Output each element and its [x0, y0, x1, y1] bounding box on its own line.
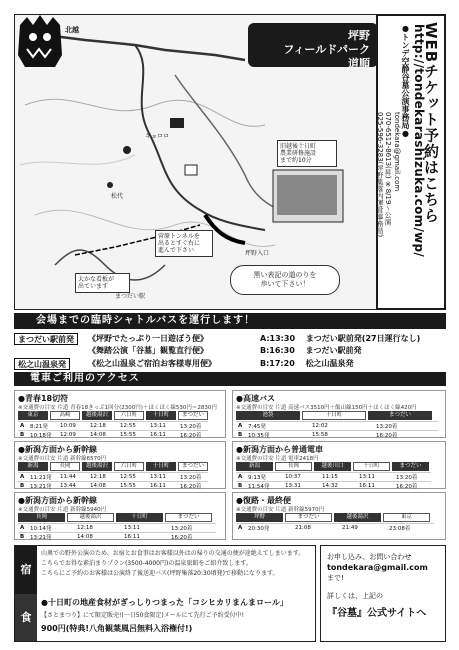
time-cell: 15:55 [118, 431, 148, 440]
row-label: A [18, 524, 28, 533]
shuttle-route-1-schedule [260, 333, 420, 344]
map-note-kyororo: キョロロ [145, 133, 170, 140]
time-cell: 16:11 [148, 482, 178, 491]
shuttle-route-3-schedule [260, 358, 354, 369]
map-note-facility: 旧越後十日町 農業研修施設 まで約10分 [277, 140, 337, 167]
map-note-sign: 大かな看板が 出ています [75, 273, 130, 293]
web-ticket-url[interactable]: http://tondekarashizuka.com/wp/ [412, 24, 426, 258]
map-note-entrance: 坪野入口 [245, 250, 270, 257]
lodging-text-2: こちらでお得な素泊まりプラン(3500-4000円)の温泉旅館をご紹介致します。 [41, 560, 252, 567]
timetable [236, 472, 431, 491]
time-cell: 13:20着 [178, 422, 208, 431]
map-title-line-2: フィールドパーク [283, 43, 370, 56]
stop-tag-matsunoyama: 松之山温泉発 [14, 358, 70, 370]
row-label: B [236, 431, 246, 440]
web-phone-1: 070-6512-8613(昇) ※8/19〜公演 [384, 112, 392, 226]
time-cell: 13:20着 [374, 422, 438, 431]
time-cell: 13:11 [148, 422, 178, 431]
station-label: 新潟 [236, 462, 273, 471]
row-label: B [18, 431, 28, 440]
time-cell: 16:20着 [394, 482, 431, 491]
time-cell: 16:11 [357, 482, 394, 491]
station-label: 越後湯沢 [334, 513, 381, 522]
station-label: 坪野 [236, 513, 283, 522]
time-cell: 14:32 [320, 482, 357, 491]
contact-line-2: まで! [327, 574, 344, 582]
time-cell: 14:08 [88, 482, 118, 491]
web-ticket-inner [378, 16, 444, 308]
food-subtext: 【さとまつり】にて限定販売!(一日50食限定)メールにて先行ご予約受付中! [41, 612, 245, 619]
map-title-line-3: 道順 [348, 57, 370, 70]
map-title [248, 23, 378, 70]
shuttle-route-1-time: A:13:30 [260, 334, 296, 343]
web-email[interactable]: tondekara@gmail.com [393, 112, 401, 192]
station-label: 十日町 [146, 411, 176, 420]
time-cell: 13:31 [283, 482, 320, 491]
timetable-row [18, 422, 208, 431]
station-row [18, 462, 208, 471]
contact-site-link[interactable]: 『谷墓』公式サイトへ [327, 608, 427, 619]
lodging-text-1: 山奥での野外公演のため、お宿とお食事はお客様以外はの帰りの交通の便が途絶えてしまいます。 [41, 550, 305, 557]
station-label: 越後湯沢 [67, 513, 114, 522]
time-cell: 23:08着 [387, 524, 434, 533]
row-label: B [18, 482, 28, 491]
route-block [14, 390, 226, 438]
web-ticket-panel [376, 14, 446, 310]
time-cell: 10:35発 [246, 431, 310, 440]
time-cell: 16:11 [122, 533, 169, 542]
route-fare-note: ※交通費の目安 片道 新幹線6570円 [18, 456, 107, 462]
lodging-text-3: こちらにご予約のお客様は公演終了後送迎バス(坪野集落20:30頃発)で移動になります。 [41, 570, 279, 577]
time-cell: 12:02 [310, 422, 374, 431]
time-cell: 16:20着 [178, 482, 208, 491]
timetable-row [236, 431, 438, 440]
timetable-row [18, 482, 208, 491]
time-cell: 10:18発 [28, 431, 58, 440]
station-label: 越後湯沢 [82, 462, 112, 471]
route-title: ●新潟方面から新幹線 [18, 496, 97, 505]
row-label: A [18, 473, 28, 482]
route-block [232, 492, 446, 540]
station-label: 池袋 [236, 411, 300, 420]
time-cell: 11:15 [320, 473, 357, 482]
route-block [14, 441, 226, 489]
station-label: まつだい [392, 462, 429, 471]
access-banner: 電車ご利用のアクセス [14, 372, 446, 386]
shuttle-route-3-time: B:17:20 [260, 359, 295, 368]
station-label: まつだい [178, 462, 208, 471]
time-cell: 12:18 [75, 524, 122, 533]
route-title: ●復路・最終便 [236, 496, 291, 505]
station-label: 東京 [18, 411, 48, 420]
station-label: まつだい [178, 411, 208, 420]
time-cell: 8:21発 [28, 422, 58, 431]
time-cell: 12:55 [118, 473, 148, 482]
time-cell: 11:54発 [246, 482, 283, 491]
time-cell: 14:08 [75, 533, 122, 542]
time-cell: 16:20着 [178, 431, 208, 440]
station-label: 六日町 [114, 411, 144, 420]
time-cell: 15:55 [118, 482, 148, 491]
station-label: まつだい [368, 411, 432, 420]
timetable [236, 421, 438, 440]
lodging-food-box [14, 545, 316, 642]
timetable [18, 421, 208, 440]
shuttle-route-3 [88, 358, 216, 369]
time-cell: 20:30発 [246, 524, 293, 533]
timetable-row [18, 431, 208, 440]
route-title: ●新潟方面から新幹線 [18, 445, 97, 454]
time-cell: 14:08 [88, 431, 118, 440]
route-block [232, 390, 446, 438]
contact-line-1: お申し込み、お問い合わせ [327, 553, 412, 561]
station-row [236, 411, 432, 420]
timetable-row [236, 482, 431, 491]
station-label: 高崎 [50, 411, 80, 420]
shuttle-route-2-note: まつだい駅前発 [305, 346, 362, 355]
station-label: 十日町 [353, 462, 390, 471]
shuttle-banner: 会場までの臨時シャトルバスを運行します！ [14, 313, 446, 329]
time-cell: 10:37 [283, 473, 320, 482]
tab-lodging: 宿 [15, 546, 37, 594]
station-label: まつだい [285, 513, 332, 522]
route-fare-note: ※交通費の目安 片道 新幹線5940円 [18, 507, 107, 513]
map-title-line-1: 坪野 [348, 29, 370, 42]
station-label: 十日町 [302, 411, 366, 420]
row-label: A [236, 422, 246, 431]
time-cell: 13:11 [357, 473, 394, 482]
row-label: A [18, 422, 28, 431]
route-block [14, 492, 226, 540]
row-label: A [236, 473, 246, 482]
timetable [18, 523, 216, 542]
row-label: B [236, 482, 246, 491]
monster-mascot-icon [15, 15, 65, 69]
shuttle-route-3-name: 《松之山温泉ご宿泊お客様専用便》 [88, 359, 216, 368]
station-label: まつだい [165, 513, 212, 522]
time-cell: 13:20着 [169, 524, 216, 533]
station-label: 長岡 [275, 462, 312, 471]
time-cell: 10:09 [58, 422, 88, 431]
station-label: 越後川口 [314, 462, 351, 471]
time-cell: 21:49 [340, 524, 387, 533]
map-callout: 黒い表記の道のりを 歩いて下さい！ [230, 265, 340, 295]
station-row [236, 462, 429, 471]
time-cell: 13:44 [58, 482, 88, 491]
contact-line-3: 詳しくは、上記の [327, 592, 383, 600]
time-cell: 12:09 [58, 431, 88, 440]
shuttle-route-3-note: 松之山温泉発 [305, 359, 354, 368]
tab-food: 食 [15, 594, 37, 641]
route-title: ●高速バス [236, 394, 275, 403]
time-cell: 15:58 [310, 431, 374, 440]
time-cell: 13:20着 [178, 473, 208, 482]
time-cell: 13:11 [148, 473, 178, 482]
contact-box [320, 545, 446, 642]
time-cell: 16:20着 [374, 431, 438, 440]
map-note-station: まつだい駅 [115, 293, 146, 300]
stop-tag-matsudai: まつだい駅前発 [14, 333, 78, 345]
shuttle-route-1-note: まつだい駅前発(27日運行なし) [305, 334, 421, 343]
timetable-row [18, 533, 216, 542]
food-heading: ●十日町の地産食材がぎっしりつまった「コシヒカリまんまロール」 [41, 598, 288, 607]
station-label: 東京 [383, 513, 430, 522]
timetable-row [236, 422, 438, 431]
timetable [18, 472, 208, 491]
station-label: 長岡 [18, 513, 65, 522]
web-phone-2: 025-596-3283(坪野集落内運営事務局) [376, 112, 384, 238]
station-label: 越後湯沢 [82, 411, 112, 420]
map-note-tunnel: 菅原トンネルを 出るとすぐ右に 進んで下さい [155, 230, 213, 257]
time-cell: 10:14発 [28, 524, 75, 533]
route-title: ●青春18切符 [18, 394, 69, 403]
contact-email[interactable]: tondekara@gmail.com [327, 563, 428, 572]
route-fare-note: ※交通費の目安 片道 電車2418円 [236, 456, 319, 462]
time-cell: 16:20着 [169, 533, 216, 542]
time-cell: 7:45発 [246, 422, 310, 431]
time-cell: 13:11 [122, 524, 169, 533]
shuttle-route-2-schedule [260, 345, 362, 356]
time-cell: 12:18 [88, 422, 118, 431]
time-cell: 13:20着 [394, 473, 431, 482]
route-map [14, 14, 384, 310]
shuttle-route-2 [88, 345, 208, 356]
row-label: B [18, 533, 28, 542]
food-price: 900円(特典!八角観葉風呂無料入浴権付!) [41, 624, 193, 633]
station-row [18, 513, 212, 522]
station-label: 新潟 [18, 462, 48, 471]
shuttle-route-2-time: B:16:30 [260, 346, 295, 355]
timetable [236, 523, 434, 533]
route-fare-note: ※交通費の目安 片道 新幹線5970円 [236, 507, 325, 513]
station-label: 六日町 [114, 462, 144, 471]
time-cell: 11:21発 [28, 473, 58, 482]
time-cell: 12:55 [118, 422, 148, 431]
time-cell: 11:44 [58, 473, 88, 482]
station-row [236, 513, 430, 522]
time-cell: 13:21発 [28, 482, 58, 491]
shuttle-route-2-name: 《舞踏公演「谷墓」観覧直行便》 [88, 346, 208, 355]
station-row [18, 411, 208, 420]
time-cell: 16:11 [148, 431, 178, 440]
time-cell: 13:21発 [28, 533, 75, 542]
map-note-matsudai: 松代 [111, 193, 124, 200]
shuttle-route-1-name: 《坪野でたっぷり一日遊ぼう便》 [88, 334, 208, 343]
web-organizer: ●トンデ空静谷墓公演事務局● [401, 24, 410, 138]
timetable-row [236, 473, 431, 482]
timetable-row [236, 524, 434, 533]
time-cell: 12:18 [88, 473, 118, 482]
route-title: ●新潟方面から普通電車 [236, 445, 323, 454]
station-label: 十日町 [116, 513, 163, 522]
station-label: 長岡 [50, 462, 80, 471]
row-label: A [236, 524, 246, 533]
route-fare-note: ※交通費の目安 片道 青春18きっぷ1回分(2300円)＋ほくほく線530円＝2830円 [18, 405, 217, 411]
time-cell: 21:08 [293, 524, 340, 533]
timetable-row [18, 524, 216, 533]
web-ticket-heading: WEBチケット予約はこちら [422, 22, 440, 224]
map-label-north: 北越 [65, 26, 79, 34]
route-block [232, 441, 446, 489]
route-fare-note: ※交通費の目安 片道 高速バス3510円＋飯山線150円＋ほくほく線420円 [236, 405, 417, 411]
timetable-row [18, 473, 208, 482]
time-cell: 9:13発 [246, 473, 283, 482]
station-label: 十日町 [146, 462, 176, 471]
shuttle-route-1 [88, 333, 208, 344]
